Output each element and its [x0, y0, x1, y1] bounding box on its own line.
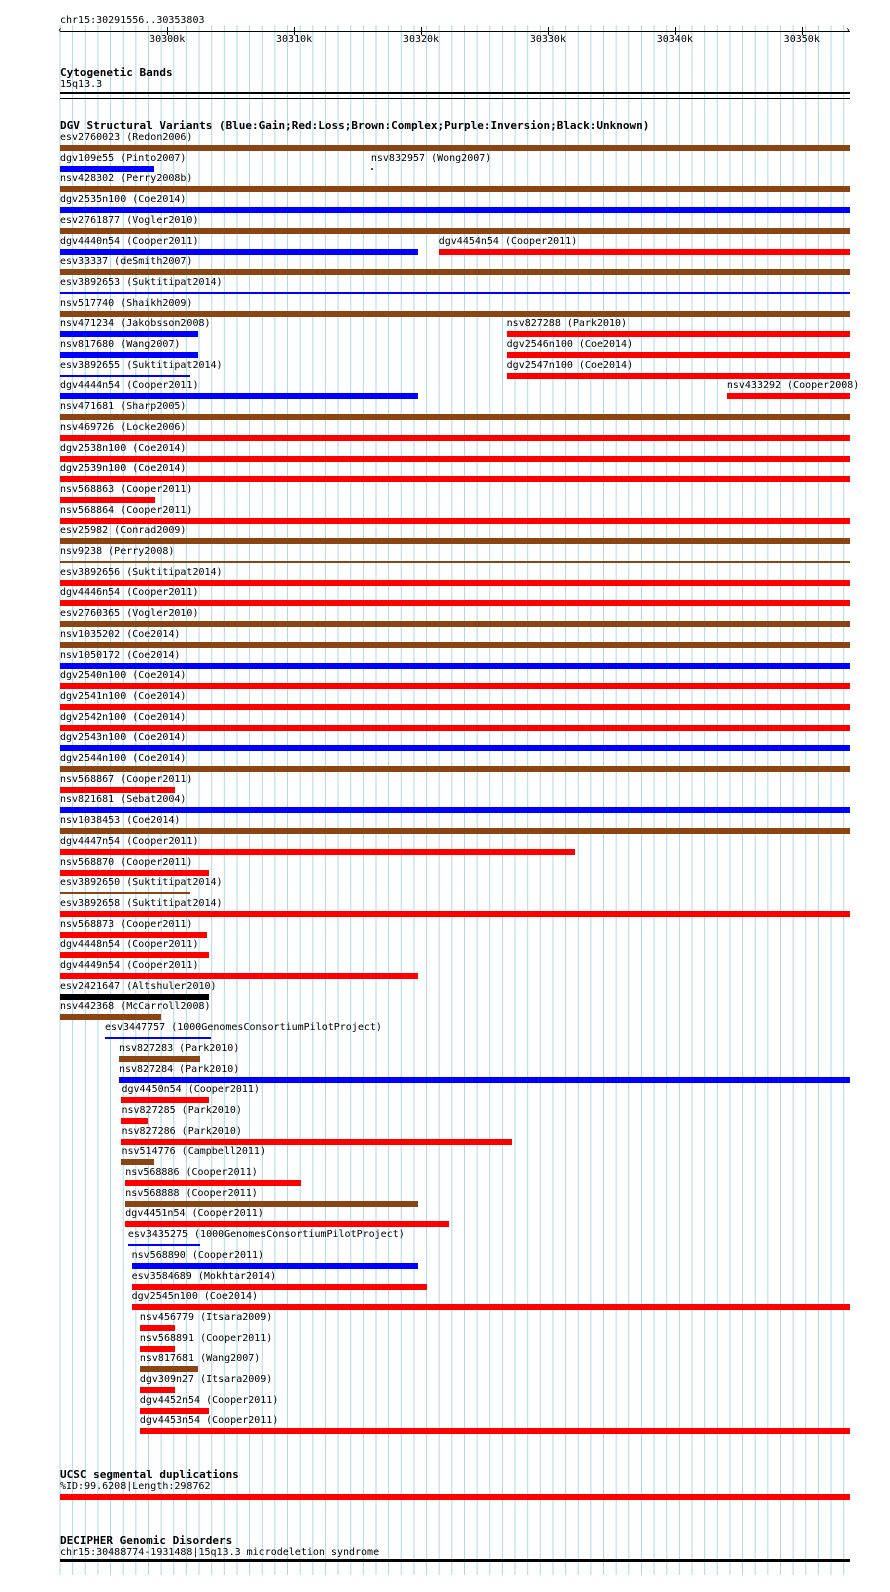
dgv-feature-label[interactable]: nsv469726 (Locke2006): [60, 421, 187, 433]
dgv-feature-label[interactable]: nsv514776 (Campbell2011): [121, 1146, 266, 1158]
dgv-feature-label[interactable]: dgv4440n54 (Cooper2011): [60, 235, 199, 247]
dgv-feature-label[interactable]: esv3892658 (Suktitipat2014): [60, 897, 223, 909]
dgv-feature-bar[interactable]: [60, 292, 850, 294]
dgv-feature-bar[interactable]: [60, 828, 850, 834]
dgv-feature-bar[interactable]: [140, 1428, 850, 1434]
dgv-feature-label[interactable]: dgv2541n100 (Coe2014): [60, 690, 187, 702]
dgv-feature-bar[interactable]: [119, 1056, 200, 1062]
dgv-feature-bar[interactable]: [60, 745, 850, 751]
dgv-feature-bar[interactable]: [60, 683, 850, 689]
dgv-feature-label[interactable]: nsv817680 (Wang2007): [60, 339, 181, 350]
dgv-feature-bar[interactable]: [60, 352, 198, 358]
dgv-feature-label[interactable]: nsv428302 (Perry2008b): [60, 173, 193, 185]
dgv-feature-label[interactable]: nsv1038453 (Coe2014): [60, 815, 181, 827]
dgv-feature-bar[interactable]: [125, 1201, 418, 1207]
dgv-feature-bar[interactable]: [60, 704, 850, 710]
dgv-feature-label[interactable]: nsv568867 (Cooper2011): [60, 773, 193, 785]
dgv-feature-label[interactable]: dgv4451n54 (Cooper2011): [125, 1208, 264, 1220]
dgv-feature-label[interactable]: nsv568870 (Cooper2011): [60, 856, 193, 868]
dgv-feature-label[interactable]: nsv1035202 (Coe2014): [60, 628, 181, 640]
dgv-feature-label[interactable]: nsv827284 (Park2010): [118, 1063, 240, 1075]
dgv-feature-label[interactable]: dgv109e55 (Pinto2007): [60, 152, 187, 164]
dgv-feature-bar[interactable]: [125, 1221, 449, 1227]
dgv-feature-bar[interactable]: [60, 476, 850, 482]
dgv-feature-label[interactable]: nsv456779 (Itsara2009): [139, 1311, 273, 1323]
dgv-feature-bar[interactable]: [60, 807, 850, 813]
cytoband-track-title: Cytogenetic Bands: [60, 66, 173, 79]
dgv-feature-label[interactable]: dgv4448n54 (Cooper2011): [60, 939, 199, 951]
dgv-feature-label[interactable]: nsv1050172 (Coe2014): [60, 649, 181, 661]
dgv-feature-label[interactable]: dgv2539n100 (Coe2014): [60, 463, 187, 475]
dgv-feature-bar[interactable]: [60, 518, 850, 524]
dgv-feature-label[interactable]: nsv817681 (Wang2007): [139, 1353, 261, 1365]
dgv-feature-bar[interactable]: [121, 1139, 512, 1145]
dgv-feature-bar[interactable]: [60, 849, 575, 855]
dgv-feature-bar[interactable]: [60, 414, 850, 420]
ruler-tick-label: 30330k: [529, 34, 566, 45]
dgv-feature-bar[interactable]: [507, 373, 850, 379]
cytoband-bar[interactable]: [60, 92, 850, 94]
dgv-feature-bar[interactable]: [60, 1014, 161, 1020]
dgv-feature-bar[interactable]: [121, 1118, 148, 1124]
ruler-right-arrow: ›: [845, 25, 852, 36]
dgv-feature-label[interactable]: dgv2547n100 (Coe2014): [506, 359, 634, 371]
dgv-feature-bar[interactable]: [60, 787, 175, 793]
dgv-feature-bar[interactable]: [60, 228, 850, 234]
dgv-feature-label[interactable]: dgv4447n54 (Cooper2011): [60, 835, 199, 847]
dgv-feature-bar[interactable]: [132, 1304, 850, 1310]
dgv-feature-bar[interactable]: [60, 663, 850, 669]
dgv-feature-label[interactable]: nsv827283 (Park2010): [118, 1042, 240, 1054]
dgv-feature-label[interactable]: nsv471234 (Jakobsson2008): [60, 318, 211, 330]
dgv-feature-label[interactable]: dgv4452n54 (Cooper2011): [139, 1394, 279, 1406]
dgv-feature-bar[interactable]: [60, 580, 850, 586]
dgv-feature-label[interactable]: esv33337 (deSmith2007): [60, 256, 193, 268]
dgv-feature-label[interactable]: esv3892656 (Suktitipat2014): [60, 566, 223, 578]
dgv-feature-bar[interactable]: [119, 1077, 850, 1083]
dgv-feature-bar[interactable]: [60, 952, 209, 958]
dgv-feature-label[interactable]: dgv2542n100 (Coe2014): [60, 711, 187, 723]
dgv-feature-label[interactable]: dgv4454n54 (Cooper2011): [438, 235, 578, 247]
dgv-feature-label[interactable]: nsv568873 (Cooper2011): [60, 918, 193, 930]
dgv-feature-label[interactable]: esv3892653 (Suktitipat2014): [60, 276, 223, 288]
dgv-feature-bar[interactable]: [60, 725, 850, 731]
dgv-feature-label[interactable]: esv3435275 (1000GenomesConsortiumPilotProject): [127, 1229, 405, 1241]
dgv-feature-bar[interactable]: [60, 497, 155, 503]
dgv-track-title: DGV Structural Variants (Blue:Gain;Red:Loss;Brown:Complex;Purple:Inversion;Black:Unknown): [60, 119, 650, 132]
dgv-feature-label[interactable]: dgv2544n100 (Coe2014): [60, 753, 187, 764]
dgv-feature-label[interactable]: nsv517740 (Shaikh2009): [60, 297, 193, 309]
dgv-feature-label[interactable]: esv2761877 (Vogler2010): [60, 214, 199, 226]
dgv-feature-bar[interactable]: [60, 269, 850, 275]
dgv-feature-bar[interactable]: [140, 1325, 175, 1331]
dgv-feature-label[interactable]: dgv4444n54 (Cooper2011): [60, 380, 199, 392]
dgv-feature-label[interactable]: dgv4449n54 (Cooper2011): [60, 960, 199, 971]
dgv-feature-label[interactable]: esv3447757 (1000GenomesConsortiumPilotProject): [104, 1022, 382, 1034]
dgv-feature-bar[interactable]: [140, 1408, 209, 1414]
dgv-feature-label[interactable]: nsv827286 (Park2010): [121, 1125, 242, 1137]
region-label: chr15:30291556..30353803: [60, 15, 205, 26]
dgv-feature-bar[interactable]: [507, 331, 850, 337]
dgv-feature-bar[interactable]: [727, 393, 850, 399]
dgv-feature-bar[interactable]: [60, 456, 850, 462]
ruler-tick-label: 30350k: [783, 34, 820, 45]
cytoband-divider: [60, 98, 850, 99]
dgv-feature-label[interactable]: nsv568864 (Cooper2011): [60, 504, 193, 516]
dgv-feature-bar[interactable]: [132, 1284, 428, 1290]
dgv-feature-bar[interactable]: [60, 911, 850, 917]
dgv-feature-bar[interactable]: [105, 1037, 211, 1039]
dgv-feature-label[interactable]: nsv832957 (Wong2007): [370, 152, 492, 164]
dgv-feature-bar[interactable]: [60, 973, 418, 979]
dgv-feature-bar[interactable]: [60, 311, 850, 317]
ruler-tick-label: 30300k: [149, 34, 186, 45]
dgv-feature-bar[interactable]: [140, 1346, 175, 1352]
ruler-tick-label: 30310k: [276, 34, 313, 45]
dgv-feature-label[interactable]: nsv568863 (Cooper2011): [60, 483, 193, 495]
dgv-feature-label[interactable]: dgv2535n100 (Coe2014): [60, 194, 187, 206]
dgv-feature-label[interactable]: nsv471681 (Sharp2005): [60, 401, 187, 413]
segdup-feature-label[interactable]: %ID:99.6208|Length:298762: [60, 1481, 211, 1492]
dgv-feature-label[interactable]: nsv568890 (Cooper2011): [131, 1249, 265, 1261]
dgv-feature-bar[interactable]: [371, 168, 374, 170]
dgv-feature-label[interactable]: dgv2545n100 (Coe2014): [131, 1291, 259, 1303]
dgv-feature-bar[interactable]: [60, 435, 850, 441]
dgv-feature-label[interactable]: nsv827288 (Park2010): [506, 318, 628, 330]
dgv-feature-label[interactable]: nsv442368 (McCarroll2008): [60, 1001, 211, 1013]
segdup-track-title: UCSC segmental duplications: [60, 1468, 239, 1481]
dgv-feature-bar[interactable]: [60, 621, 850, 627]
dgv-feature-label[interactable]: nsv568888 (Cooper2011): [125, 1187, 258, 1199]
dgv-feature-label[interactable]: nsv821681 (Sebat2004): [60, 794, 187, 806]
dgv-feature-label[interactable]: dgv2540n100 (Coe2014): [60, 670, 187, 682]
decipher-feature-bar[interactable]: [60, 1559, 850, 1562]
dgv-feature-bar[interactable]: [439, 249, 850, 255]
dgv-feature-label[interactable]: nsv568891 (Cooper2011): [139, 1332, 273, 1344]
dgv-feature-label[interactable]: esv2760023 (Redon2006): [60, 132, 193, 143]
dgv-feature-bar[interactable]: [132, 1263, 419, 1269]
dgv-feature-bar[interactable]: [140, 1366, 198, 1372]
dgv-feature-label[interactable]: esv3892655 (Suktitipat2014): [60, 359, 223, 371]
dgv-feature-bar[interactable]: [121, 1097, 209, 1103]
dgv-feature-label[interactable]: dgv2546n100 (Coe2014): [506, 339, 634, 350]
dgv-feature-bar[interactable]: [60, 145, 850, 151]
dgv-feature-bar[interactable]: [60, 166, 154, 172]
dgv-feature-label[interactable]: esv25982 (Conrad2009): [60, 525, 187, 537]
dgv-feature-bar[interactable]: [60, 393, 418, 399]
dgv-feature-bar[interactable]: [140, 1387, 175, 1393]
segdup-feature-bar[interactable]: [60, 1494, 850, 1500]
dgv-feature-label[interactable]: dgv2538n100 (Coe2014): [60, 442, 187, 454]
decipher-feature-label[interactable]: chr15:30488774-1931488|15q13.3 microdeletion syndrome: [60, 1547, 380, 1558]
dgv-feature-label[interactable]: nsv9238 (Perry2008): [60, 546, 175, 557]
dgv-feature-label[interactable]: dgv4453n54 (Cooper2011): [139, 1415, 279, 1427]
dgv-feature-bar[interactable]: [60, 766, 850, 772]
dgv-feature-label[interactable]: esv2760365 (Vogler2010): [60, 608, 199, 620]
dgv-feature-bar[interactable]: [60, 249, 418, 255]
dgv-feature-bar[interactable]: [60, 331, 198, 337]
dgv-feature-bar[interactable]: [128, 1244, 200, 1246]
dgv-feature-label[interactable]: nsv568886 (Cooper2011): [125, 1167, 258, 1178]
decipher-track-title: DECIPHER Genomic Disorders: [60, 1534, 233, 1547]
dgv-feature-bar[interactable]: [60, 207, 850, 213]
dgv-feature-bar[interactable]: [60, 932, 207, 938]
dgv-feature-bar[interactable]: [60, 870, 209, 876]
dgv-feature-label[interactable]: dgv4450n54 (Cooper2011): [121, 1084, 260, 1096]
dgv-feature-bar[interactable]: [507, 352, 850, 358]
ruler-left-arrow: ‹: [57, 25, 64, 36]
ruler-tick-label: 30340k: [656, 34, 693, 45]
dgv-feature-label[interactable]: esv2421647 (Altshuler2010): [60, 980, 217, 992]
dgv-feature-label[interactable]: esv3892650 (Suktitipat2014): [60, 877, 223, 889]
dgv-feature-bar[interactable]: [60, 538, 850, 544]
dgv-feature-bar[interactable]: [121, 1159, 153, 1165]
dgv-feature-bar[interactable]: [125, 1180, 301, 1186]
dgv-feature-bar[interactable]: [60, 892, 190, 894]
dgv-feature-label[interactable]: dgv4446n54 (Cooper2011): [60, 587, 199, 599]
dgv-feature-bar[interactable]: [60, 375, 190, 377]
dgv-feature-label[interactable]: dgv309n27 (Itsara2009): [139, 1374, 273, 1385]
ruler-axis-line: [60, 31, 850, 32]
dgv-feature-label[interactable]: nsv827285 (Park2010): [121, 1104, 242, 1116]
dgv-feature-label[interactable]: esv3584689 (Mokhtar2014): [131, 1270, 277, 1282]
dgv-feature-bar[interactable]: [60, 994, 209, 1000]
dgv-feature-bar[interactable]: [60, 600, 850, 606]
cytoband-label[interactable]: 15q13.3: [60, 79, 103, 90]
dgv-feature-label[interactable]: dgv2543n100 (Coe2014): [60, 732, 187, 744]
dgv-feature-label[interactable]: nsv433292 (Cooper2008): [726, 380, 860, 392]
dgv-feature-bar[interactable]: [60, 642, 850, 648]
ruler-tick-label: 30320k: [402, 34, 440, 45]
dgv-feature-bar[interactable]: [60, 186, 850, 192]
dgv-feature-bar[interactable]: [60, 561, 850, 563]
